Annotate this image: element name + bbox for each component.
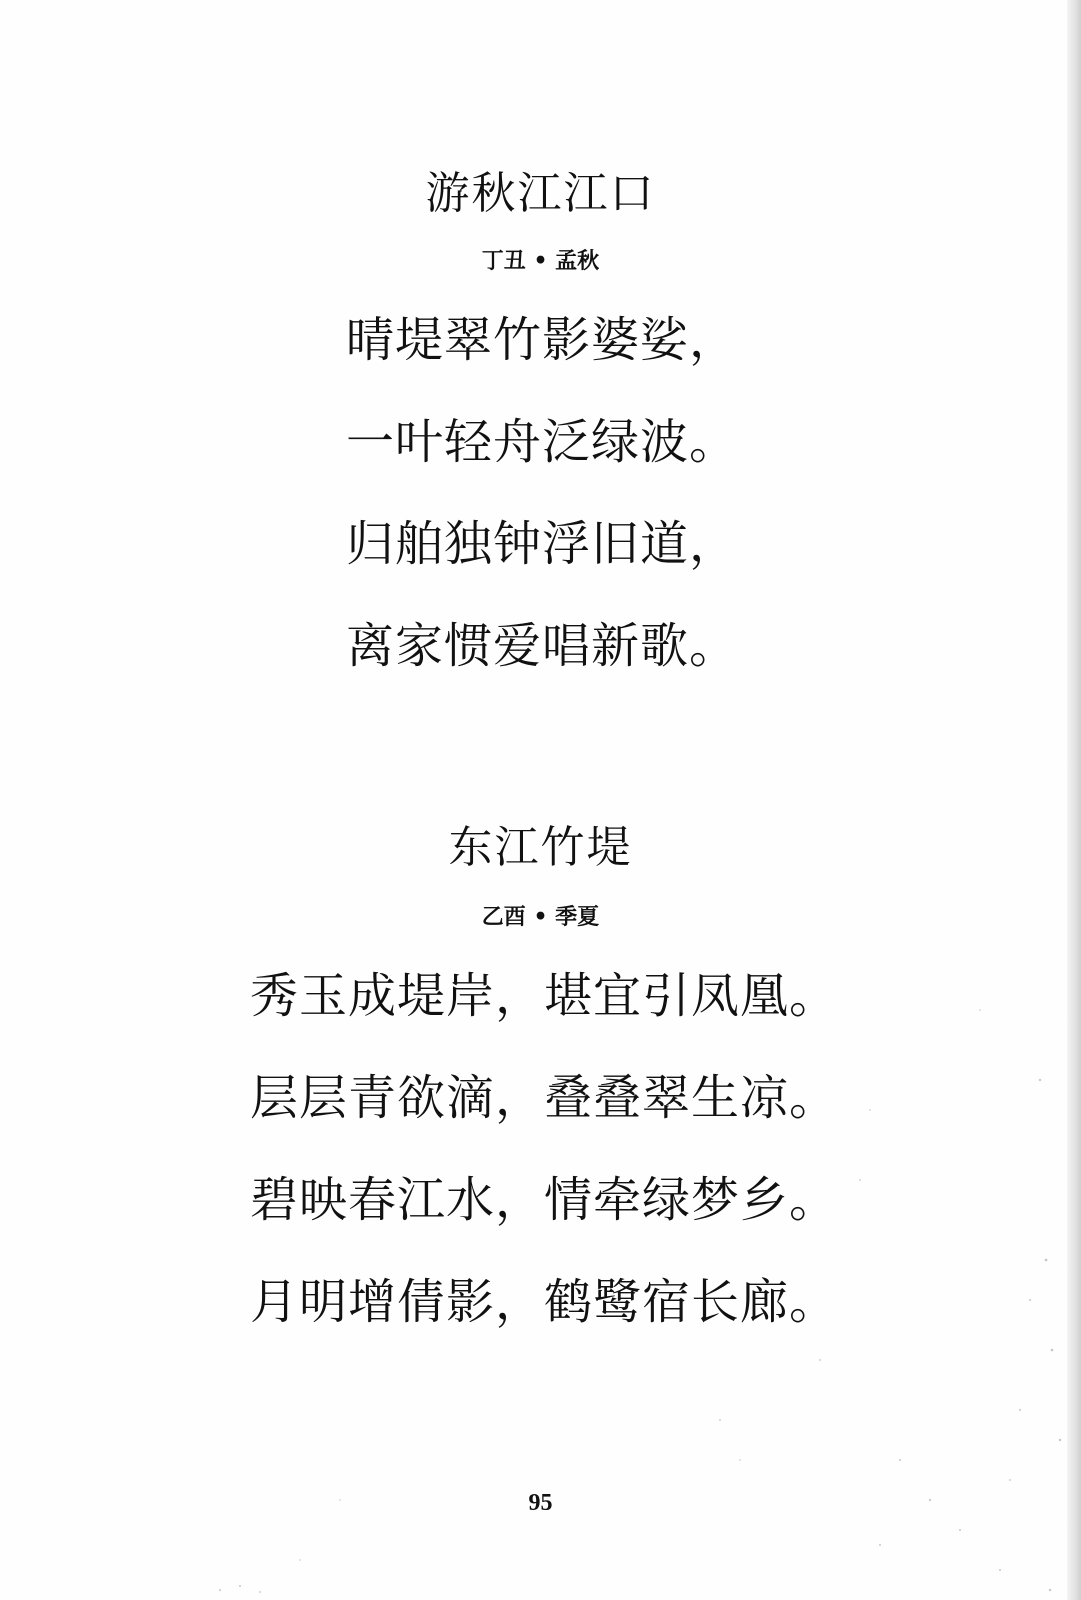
poem-title: 东江竹堤 [448, 822, 633, 873]
poem-line: 离家惯爱唱新歌。 [346, 618, 739, 674]
poem-lines [346, 312, 739, 724]
poem-line: 一叶轻舟泛绿波。 [346, 414, 739, 470]
poem-line: 月明增倩影，鹤鹭宿长廊。 [250, 1274, 839, 1330]
poem-date: 丁丑 • 孟秋 [481, 248, 600, 274]
poem-lines [250, 968, 839, 1380]
poem-line: 层层青欲滴，叠叠翠生凉。 [250, 1070, 839, 1126]
poem-line: 归舶独钟浮旧道， [346, 516, 739, 572]
poem-line: 碧映春江水，情牵绿梦乡。 [250, 1172, 839, 1228]
page-edge-shadow [1067, 0, 1081, 1600]
poem-title: 游秋江江口 [425, 168, 656, 219]
poem-date: 乙酉 • 季夏 [481, 904, 600, 930]
poem-line: 秀玉成堤岸，堪宜引凤凰。 [250, 968, 839, 1024]
page-number: 95 [528, 1490, 553, 1516]
poem-line: 晴堤翠竹影婆娑， [346, 312, 739, 368]
